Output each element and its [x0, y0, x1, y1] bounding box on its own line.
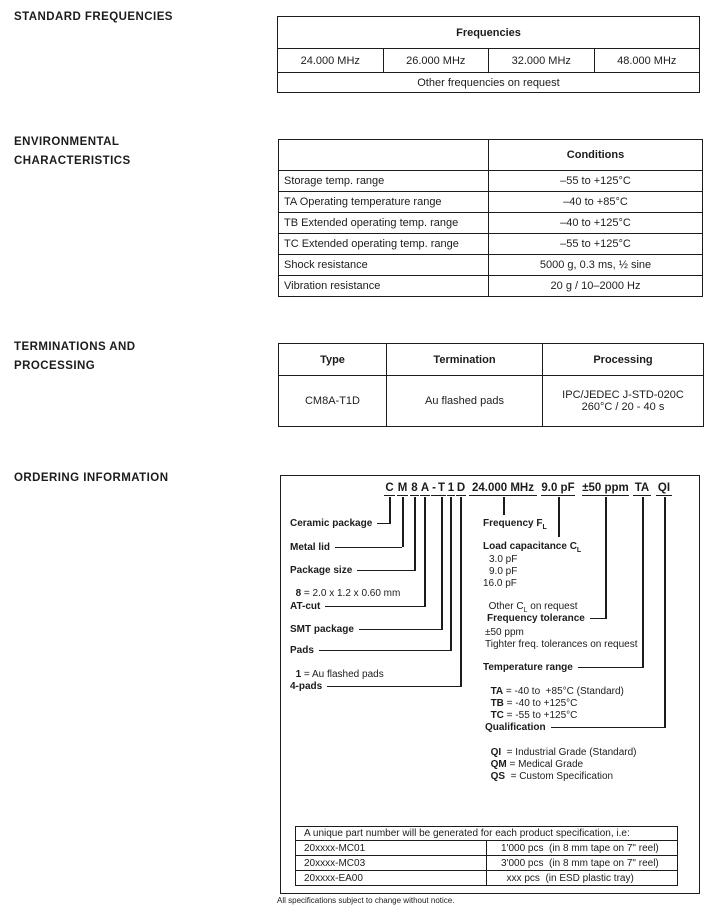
connector-line — [402, 497, 404, 547]
label-smt-package — [290, 623, 441, 636]
footer-disclaimer: All specifications subject to change without notice. — [277, 896, 455, 905]
connector-line — [558, 497, 560, 537]
option-temp-ta: TA = -40 to +85°C (Standard) — [490, 686, 624, 697]
note-package-size: 8 = 2.0 x 1.2 x 0.60 mm — [295, 588, 401, 599]
note-pads: 1 = Au flashed pads — [295, 669, 384, 680]
frequency-value: 32.000 MHz — [489, 49, 595, 73]
term-header-processing: Processing — [543, 344, 704, 376]
env-row-value: 5000 g, 0.3 ms, ½ sine — [489, 255, 703, 276]
table-row — [279, 276, 703, 297]
label-text: Frequency tolerance — [487, 613, 585, 624]
connector-line — [424, 497, 426, 607]
part-segment-qual: QI — [657, 482, 671, 494]
option-cap-other: Other $C_L$ on request — [488, 601, 578, 614]
table-row — [279, 255, 703, 276]
label-temperature-range — [483, 661, 642, 674]
table-row — [279, 192, 703, 213]
part-segment-dash: - — [432, 482, 436, 494]
leader-line — [319, 650, 450, 651]
part-number-table — [295, 826, 678, 886]
part-segment-size: 8 — [411, 482, 418, 494]
connector-line — [414, 497, 416, 571]
term-header-termination: Termination — [387, 344, 543, 376]
label-text: Package size — [290, 565, 353, 576]
option-tolerance-tighter: Tighter freq. tolerances on request — [485, 639, 638, 650]
part-desc-cell: 1'000 pcs (in 8 mm tape on 7" reel) — [487, 841, 678, 856]
leader-line — [335, 547, 402, 548]
table-row — [296, 871, 678, 886]
option-qual-qi: QI = Industrial Grade (Standard) — [490, 747, 637, 758]
section-heading-standard-frequencies: STANDARD FREQUENCIES — [14, 11, 173, 23]
table-row — [279, 213, 703, 234]
env-row-label: Vibration resistance — [279, 276, 489, 297]
part-segment-pads: 1 — [447, 482, 455, 494]
option-qual-qs: QS = Custom Specification — [490, 771, 614, 782]
label-text: Qualification — [485, 722, 546, 733]
part-desc-cell: 3'000 pcs (in 8 mm tape on 7" reel) — [487, 856, 678, 871]
label-frequency-fl: Frequency $F_L$ — [483, 518, 547, 531]
label-text: Ceramic package — [290, 518, 373, 529]
table-row — [279, 234, 703, 255]
table-row — [279, 376, 704, 427]
term-termination-cell: Au flashed pads — [387, 376, 543, 427]
option-cap-3pf: 3.0 pF — [489, 554, 518, 565]
connector-line — [664, 497, 666, 728]
leader-line — [578, 667, 642, 668]
part-segment-4pads: D — [456, 482, 466, 494]
table-row — [296, 841, 678, 856]
option-cap-16pf: 16.0 pF — [483, 578, 517, 589]
env-row-value: –40 to +85°C — [489, 192, 703, 213]
label-pads — [290, 644, 450, 657]
option-temp-tb: TB = -40 to +125°C — [490, 698, 578, 709]
terminations-table — [278, 343, 704, 427]
env-row-label: TA Operating temperature range — [279, 192, 489, 213]
option-tolerance-50ppm: ±50 ppm — [485, 627, 524, 638]
env-row-label: Shock resistance — [279, 255, 489, 276]
env-header-empty — [279, 140, 489, 171]
part-segment-metal-lid: M — [397, 482, 408, 494]
label-4-pads — [290, 680, 460, 693]
env-row-label: TB Extended operating temp. range — [279, 213, 489, 234]
option-qual-qm: QM = Medical Grade — [490, 759, 584, 770]
label-frequency-tolerance — [487, 612, 605, 625]
part-segment-load-cap: 9.0 pF — [541, 482, 575, 494]
section-heading-ordering-information: ORDERING INFORMATION — [14, 472, 169, 484]
term-processing-line2: 260°C / 20 - 40 s — [581, 401, 665, 413]
leader-line — [551, 727, 664, 728]
env-row-value: –40 to +125°C — [489, 213, 703, 234]
part-number-cell: 20xxxx-MC01 — [296, 841, 487, 856]
part-segment-ceramic: C — [385, 482, 394, 494]
connector-line — [605, 497, 607, 619]
env-row-value: 20 g / 10–2000 Hz — [489, 276, 703, 297]
label-text: AT-cut — [290, 601, 321, 612]
frequencies-table-title: Frequencies — [278, 17, 700, 49]
connector-line — [460, 497, 462, 687]
leader-line — [325, 606, 424, 607]
term-header-type: Type — [279, 344, 387, 376]
label-metal-lid — [290, 541, 402, 554]
connector-line — [642, 497, 644, 668]
frequency-value: 24.000 MHz — [278, 49, 384, 73]
part-segment-tolerance: ±50 ppm — [582, 482, 629, 494]
part-number-cell: 20xxxx-MC03 — [296, 856, 487, 871]
leader-line — [357, 570, 414, 571]
option-cap-9pf: 9.0 pF — [489, 566, 518, 577]
connector-line — [441, 497, 443, 630]
label-load-capacitance: Load capacitance $C_L$ — [483, 541, 582, 554]
env-header-conditions: Conditions — [489, 140, 703, 171]
env-row-label: TC Extended operating temp. range — [279, 234, 489, 255]
label-at-cut — [290, 600, 424, 613]
env-row-value: –55 to +125°C — [489, 234, 703, 255]
frequency-value: 48.000 MHz — [594, 49, 700, 73]
term-processing-line1: IPC/JEDEC J-STD-020C — [562, 389, 684, 401]
section-heading-environmental-line2: CHARACTERISTICS — [14, 155, 131, 167]
term-processing-cell — [543, 376, 704, 427]
label-qualification — [485, 721, 664, 734]
section-heading-environmental-line1: ENVIRONMENTAL — [14, 136, 120, 148]
frequency-value: 26.000 MHz — [383, 49, 489, 73]
leader-line — [590, 618, 605, 619]
env-row-label: Storage temp. range — [279, 171, 489, 192]
section-heading-terminations-line1: TERMINATIONS AND — [14, 341, 136, 353]
connector-line — [503, 497, 505, 515]
label-text: Temperature range — [483, 662, 573, 673]
part-segment-temp: TA — [634, 482, 650, 494]
label-text: SMT package — [290, 624, 354, 635]
label-text: 4-pads — [290, 681, 323, 692]
part-segment-smt: T — [437, 482, 446, 494]
part-number-cell: 20xxxx-EA00 — [296, 871, 487, 886]
label-package-size — [290, 564, 414, 577]
part-segment-cut: A — [420, 482, 430, 494]
leader-line — [327, 686, 460, 687]
option-temp-tc: TC = -55 to +125°C — [490, 710, 578, 721]
part-segment-frequency: 24.000 MHz — [469, 482, 537, 496]
part-table-header: A unique part number will be generated for each product specification, i.e: — [296, 827, 678, 841]
env-row-value: –55 to +125°C — [489, 171, 703, 192]
term-type-cell: CM8A-T1D — [279, 376, 387, 427]
label-text: Metal lid — [290, 542, 331, 553]
section-heading-terminations-line2: PROCESSING — [14, 360, 96, 372]
leader-line — [359, 629, 441, 630]
frequencies-table-footer: Other frequencies on request — [278, 73, 700, 93]
label-text: Pads — [290, 645, 314, 656]
table-row — [279, 171, 703, 192]
part-desc-cell: xxx pcs (in ESD plastic tray) — [487, 871, 678, 886]
connector-line — [450, 497, 452, 651]
environmental-table — [278, 139, 703, 297]
label-ceramic-package — [290, 517, 390, 530]
table-row — [296, 856, 678, 871]
frequencies-table — [277, 16, 700, 93]
leader-line — [377, 523, 390, 524]
